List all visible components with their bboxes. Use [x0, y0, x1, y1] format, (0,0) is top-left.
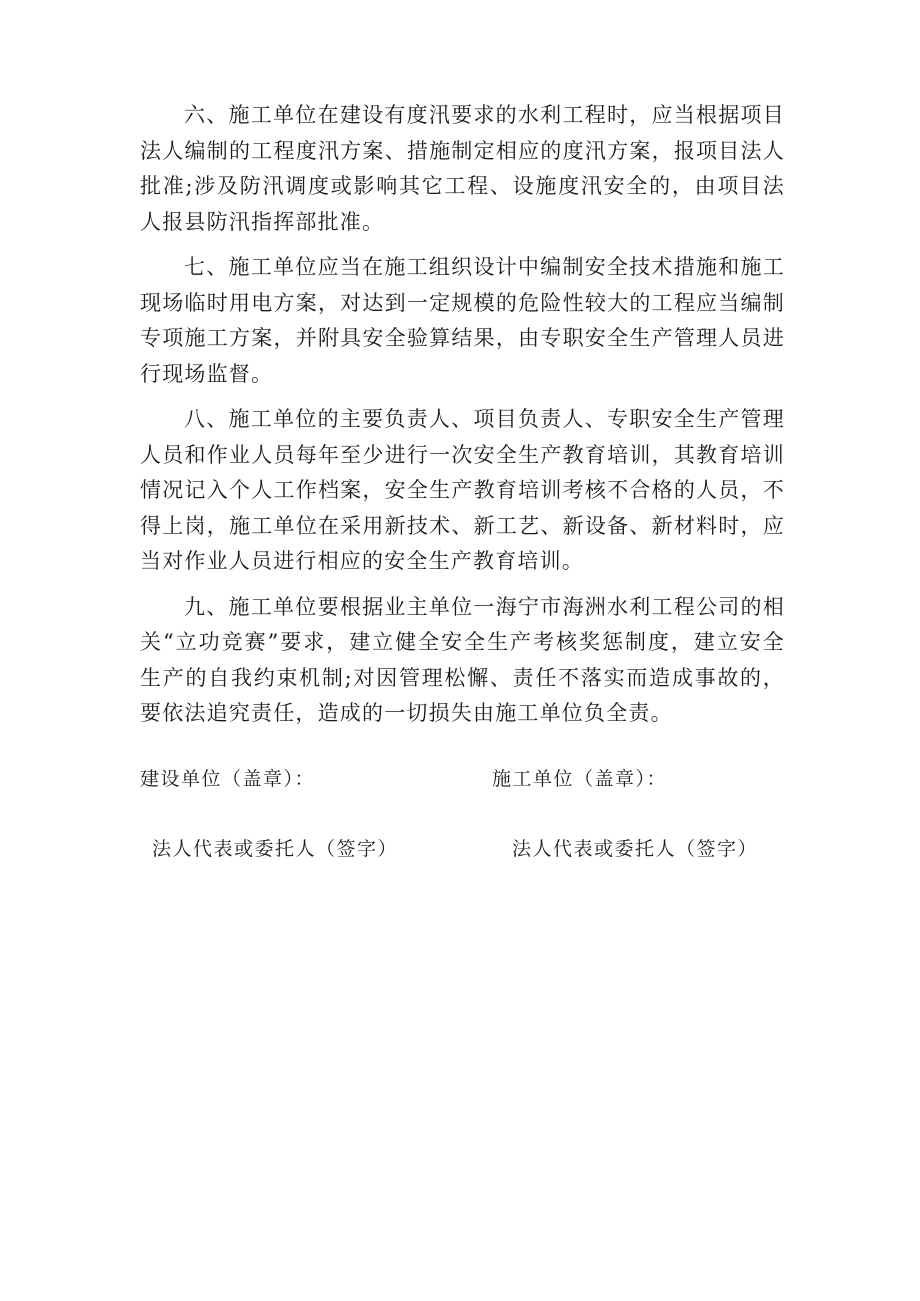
paragraph-nine: 九、施工单位要根据业主单位一海宁市海洲水利工程公司的相关“立功竞赛”要求，建立健全安全生产考核奖惩制度，建立安全生产的自我约束机制;对因管理松懈、责任不落实而造成事故的，要依法追究责任，造成的一切损失由施工单位负全责。	[140, 594, 785, 725]
paragraph-eight: 八、施工单位的主要负责人、项目负责人、专职安全生产管理人员和作业人员每年至少进行一次安全生产教育培训，其教育培训情况记入个人工作档案，安全生产教育培训考核不合格的人员，不得上岗，施工单位在采用新技术、新工艺、新设备、新材料时，应当对作业人员进行相应的安全生产教育培训。	[140, 407, 785, 573]
contractor-seal-label: 施工单位（盖章）：	[492, 768, 668, 790]
paragraph-seven: 七、施工单位应当在施工组织设计中编制安全技术措施和施工现场临时用电方案，对达到一定规模的危险性较大的工程应当编制专项施工方案，并附具安全验算结果，由专职安全生产管理人员进行现场监督。	[140, 255, 785, 386]
builder-representative-label: 法人代表或委托人（签字）	[152, 838, 399, 860]
builder-seal-label: 建设单位（盖章）：	[140, 768, 316, 790]
document-body	[140, 98, 785, 742]
paragraph-six: 六、施工单位在建设有度汛要求的水利工程时，应当根据项目法人编制的工程度汛方案、措施制定相应的度汛方案，报项目法人批准;涉及防汛调度或影响其它工程、设施度汛安全的，由项目法人报县防汛指挥部批准。	[140, 103, 785, 234]
contractor-representative-label: 法人代表或委托人（签字）	[512, 838, 759, 860]
